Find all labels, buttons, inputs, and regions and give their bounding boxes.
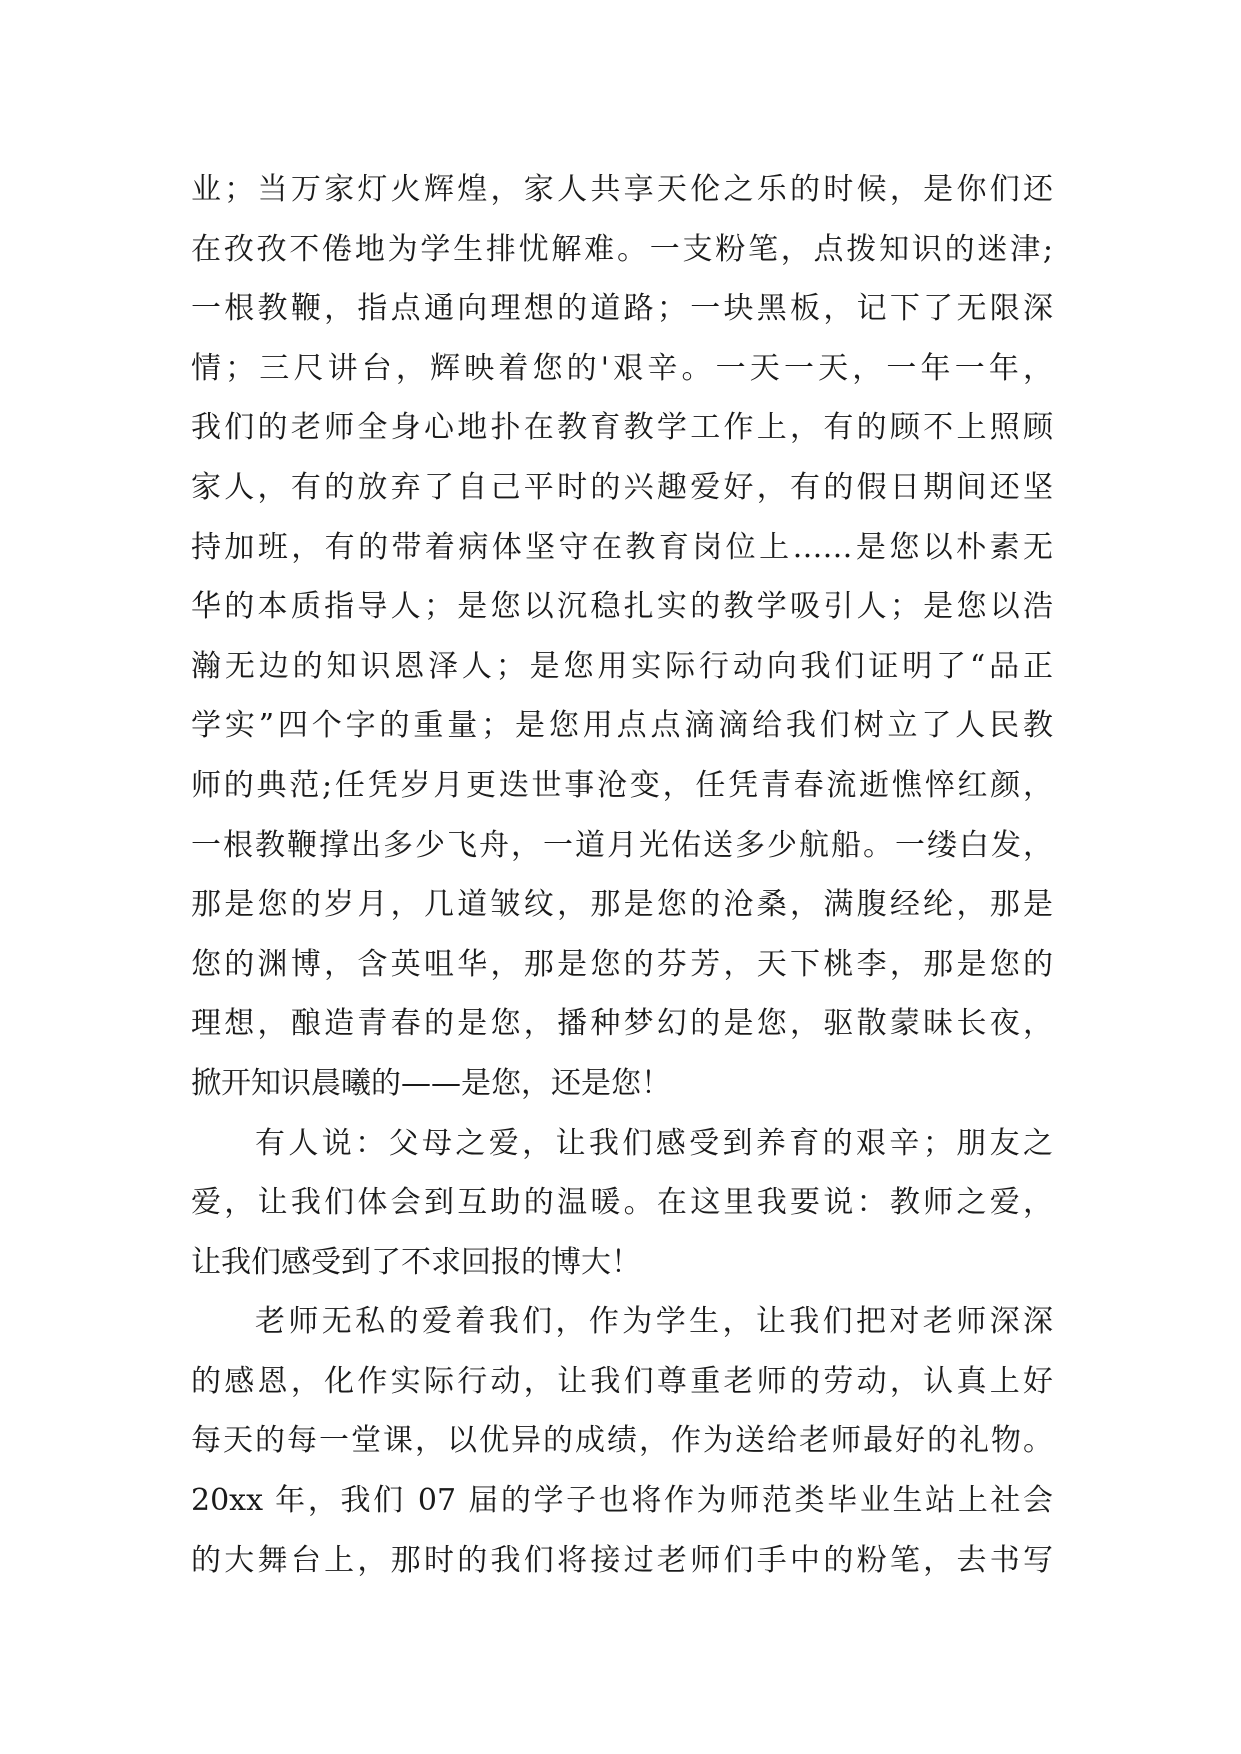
body-line: 持加班，有的带着病体坚守在教育岗位上……是您以朴素无 <box>191 529 1053 565</box>
body-line: 一根教鞭撑出多少飞舟，一道月光佑送多少航船。一缕白发， <box>191 827 1053 863</box>
paragraph-first-line: 有人说：父母之爱，让我们感受到养育的艰辛；朋友之 <box>255 1125 1053 1161</box>
body-line: 师的典范;任凭岁月更迭世事沧变，任凭青春流逝憔悴红颜， <box>191 767 1053 803</box>
body-line: 我们的老师全身心地扑在教育教学工作上，有的顾不上照顾 <box>191 410 1053 446</box>
body-line: 的感恩，化作实际行动，让我们尊重老师的劳动，认真上好 <box>191 1363 1053 1399</box>
body-line: 家人，有的放弃了自己平时的兴趣爱好，有的假日期间还坚 <box>191 469 1053 505</box>
document-body <box>191 160 1053 1590</box>
body-line: 20xx 年，我们 07 届的学子也将作为师范类毕业生站上社会 <box>191 1483 1053 1519</box>
body-line: 爱，让我们体会到互助的温暖。在这里我要说：教师之爱， <box>191 1185 1053 1221</box>
body-line: 每天的每一堂课，以优异的成绩，作为送给老师最好的礼物。 <box>191 1423 1053 1459</box>
body-line: 那是您的岁月，几道皱纹，那是您的沧桑，满腹经纶，那是 <box>191 887 1053 923</box>
body-line: 的大舞台上，那时的我们将接过老师们手中的粉笔，去书写 <box>191 1542 1053 1578</box>
body-line: 一根教鞭，指点通向理想的道路；一块黑板，记下了无限深 <box>191 291 1053 327</box>
body-line: 在孜孜不倦地为学生排忧解难。一支粉笔，点拨知识的迷津; <box>191 231 1053 267</box>
paragraph-end-line: 掀开知识晨曦的——是您，还是您！ <box>191 1065 671 1101</box>
body-line: 理想，酿造青春的是您，播种梦幻的是您，驱散蒙昧长夜， <box>191 1006 1053 1042</box>
body-line: 瀚无边的知识恩泽人；是您用实际行动向我们证明了“品正 <box>191 648 1053 684</box>
body-line: 您的渊博，含英咀华，那是您的芬芳，天下桃李，那是您的 <box>191 946 1053 982</box>
paragraph-end-line: 让我们感受到了不求回报的博大！ <box>191 1244 641 1280</box>
paragraph-first-line: 老师无私的爱着我们，作为学生，让我们把对老师深深 <box>255 1304 1053 1340</box>
body-line: 业；当万家灯火辉煌，家人共享天伦之乐的时候，是你们还 <box>191 172 1053 207</box>
body-line: 华的本质指导人；是您以沉稳扎实的教学吸引人；是您以浩 <box>191 589 1053 625</box>
body-line: 情；三尺讲台，辉映着您的'艰辛。一天一天，一年一年， <box>191 350 1053 386</box>
body-line: 学实”四个字的重量；是您用点点滴滴给我们树立了人民教 <box>191 708 1053 744</box>
